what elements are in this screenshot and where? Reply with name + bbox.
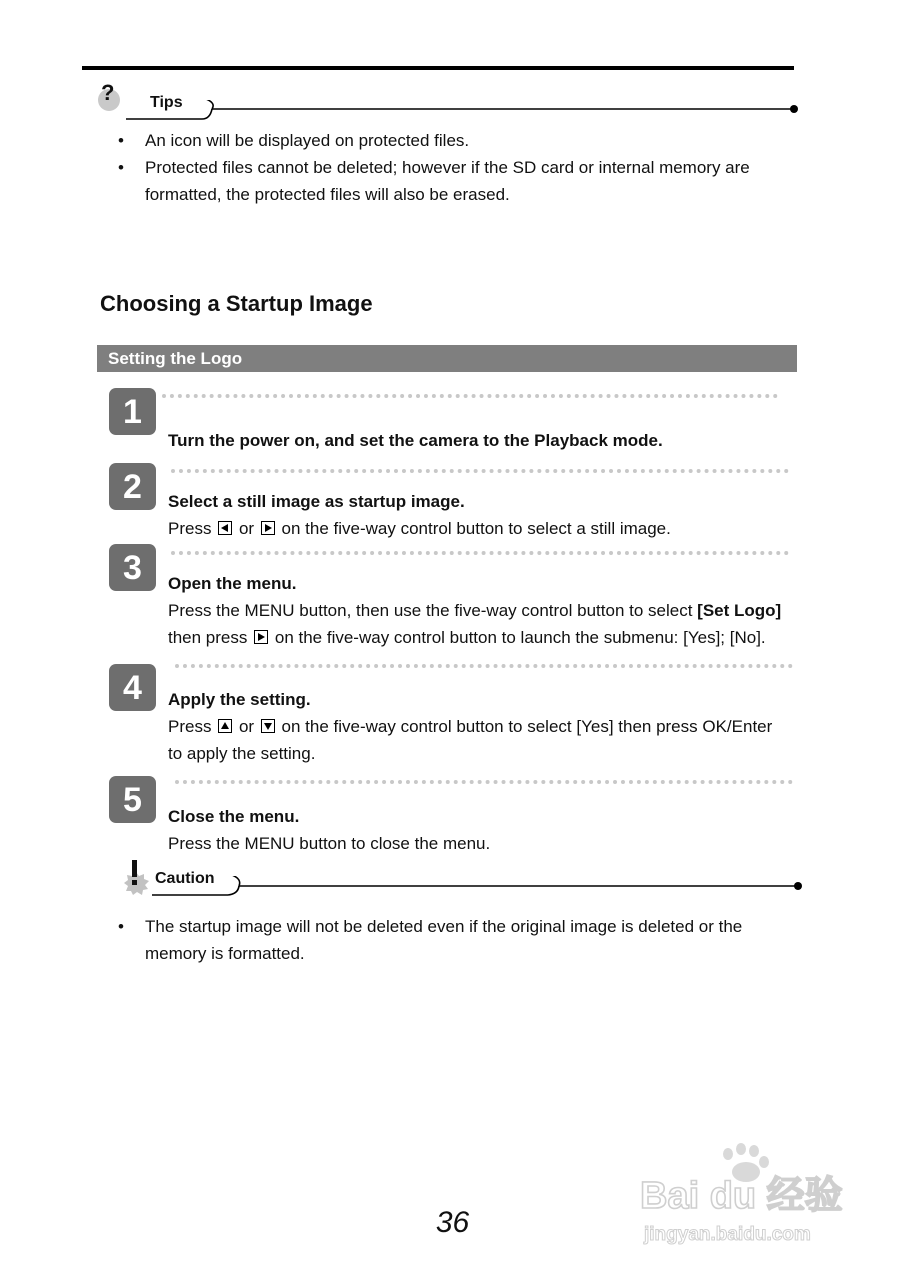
step-body: then press on the five-way control button to launch the submenu: [Yes]; [No]. (168, 628, 766, 647)
right-arrow-icon (254, 630, 268, 644)
step-4-text (168, 686, 808, 767)
step-2-text (168, 488, 808, 542)
step-body: Press the MENU button, then use the five-way control button to select [Set Logo] (168, 601, 782, 620)
step-1-text (168, 427, 808, 454)
step-title: Open the menu. (168, 574, 297, 593)
question-icon (97, 82, 125, 112)
caution-icon (120, 858, 152, 896)
step-number-5: 5 (109, 776, 156, 823)
step-title: Close the menu. (168, 807, 300, 826)
list-item: • The startup image will not be deleted even if the original image is deleted or the memory is formatted. (118, 913, 778, 967)
step-divider (171, 469, 789, 473)
step-number-2: 2 (109, 463, 156, 510)
step-body: Press the MENU button to close the menu. (168, 834, 491, 853)
subheading-bar: Setting the Logo (97, 345, 797, 372)
step-divider (175, 780, 793, 784)
down-arrow-icon (261, 719, 275, 733)
tips-list (118, 127, 778, 208)
caution-divider (150, 876, 805, 898)
caution-list (118, 913, 778, 967)
list-item: • Protected files cannot be deleted; however if the SD card or internal memory are formatted, the protected files will also be erased. (118, 154, 778, 208)
step-body: Press or on the five-way control button to select [Yes] then press OK/Enter (168, 717, 773, 736)
left-arrow-icon (218, 521, 232, 535)
step-divider (162, 394, 778, 398)
up-arrow-icon (218, 719, 232, 733)
step-5-text (168, 803, 808, 857)
step-body: Press or on the five-way control button to select a still image. (168, 519, 671, 538)
step-divider (171, 551, 789, 555)
step-title: Turn the power on, and set the camera to the Playback mode. (168, 431, 663, 450)
step-number-4: 4 (109, 664, 156, 711)
step-number-3: 3 (109, 544, 156, 591)
tips-label: Tips (150, 94, 183, 111)
caution-label: Caution (155, 870, 215, 887)
step-body: to apply the setting. (168, 744, 316, 763)
right-arrow-icon (261, 521, 275, 535)
page-number: 36 (435, 1206, 470, 1239)
section-title: Choosing a Startup Image (100, 291, 373, 316)
tips-divider (124, 100, 804, 122)
step-divider (175, 664, 793, 668)
list-item: • An icon will be displayed on protected files. (118, 127, 778, 154)
watermark-url: jingyan.baidu.com (644, 1224, 811, 1245)
step-3-text (168, 570, 808, 651)
watermark-brand: Bai du 经验 (640, 1175, 843, 1217)
baidu-watermark-logo (640, 1140, 850, 1250)
step-title: Select a still image as startup image. (168, 492, 465, 511)
step-number-1: 1 (109, 388, 156, 435)
top-rule (82, 66, 794, 70)
step-title: Apply the setting. (168, 690, 311, 709)
svg-text:?: ? (101, 82, 115, 105)
